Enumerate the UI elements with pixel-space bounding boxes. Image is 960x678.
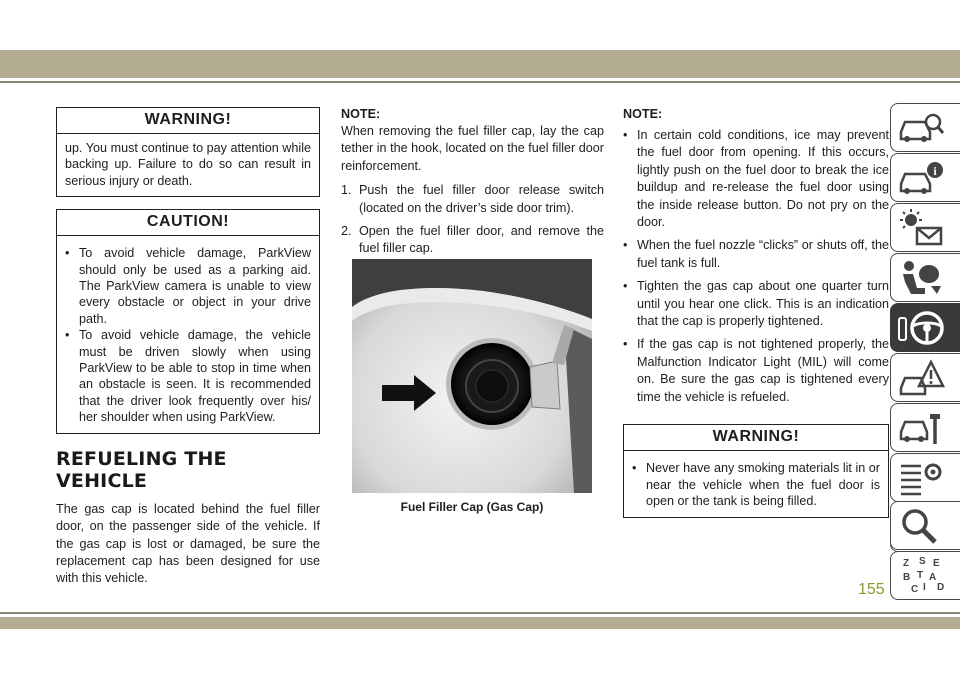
tab-car-search[interactable] (890, 103, 960, 152)
step-item (341, 182, 604, 217)
lights-mail-icon (897, 208, 945, 248)
caution-body (57, 236, 319, 432)
tab-car-wrench[interactable] (890, 403, 960, 452)
warning-item: • Never have any smoking materials lit in or near the vehicle when the fuel door is open or the tank is being filled. (632, 460, 880, 509)
warning-box (56, 107, 320, 197)
index-letter: D (937, 582, 945, 593)
tab-index[interactable] (890, 551, 960, 600)
warning-title: WARNING! (57, 108, 319, 134)
note-item: • If the gas cap is not tightened properly, the Malfunction Indicator Light (MIL) will come on. Be sure the gas cap is tightened every time the vehicle is refueled. (623, 336, 889, 406)
note-label: NOTE: (341, 107, 381, 121)
step-number: 1. (341, 183, 352, 198)
photo-caption: Fuel Filler Cap (Gas Cap) (400, 500, 544, 514)
fuel-filler-cap-photo (352, 259, 592, 493)
tab-lights-mail[interactable] (890, 203, 960, 252)
search-icon (897, 506, 945, 546)
caution-item: • To avoid vehicle damage, the vehicle must be driven slowly when using ParkView to be able to stop in time when an obstacle is seen. It is recommended that the driver look frequently over his/ her shoulder when using ParkView. (65, 327, 311, 425)
footer-rule (0, 612, 960, 614)
note-item: • When the fuel nozzle “clicks” or shuts off, the fuel tank is full. (623, 237, 889, 272)
airbag-person-icon (897, 258, 945, 298)
tab-car-info[interactable] (890, 153, 960, 202)
header-rule (0, 81, 960, 83)
index-letter: Z (903, 558, 910, 569)
note-label: NOTE: (623, 107, 663, 121)
index-letter: S (919, 556, 926, 567)
index-letter: A (929, 572, 937, 583)
steering-wheel-icon (897, 308, 945, 348)
note-item: • In certain cold conditions, ice may prevent the fuel door from opening. If this occurs, lightly push on the fuel door to break the ice buildup and re-release the fuel door using the inside release button. Do not pry on the door. (623, 127, 889, 231)
index-letter: E (933, 558, 940, 569)
warning-text: up. You must continue to pay attention while backing up. Failure to do so can result in serious injury or death. (65, 141, 311, 188)
index-letters-icon (897, 556, 945, 596)
car-wrench-icon (897, 408, 945, 448)
step-item (341, 223, 604, 258)
tab-search[interactable] (890, 501, 960, 550)
car-info-icon (897, 158, 945, 198)
left-column (56, 107, 320, 588)
index-letter: C (911, 584, 919, 595)
caution-box (56, 209, 320, 433)
header-band (0, 50, 960, 78)
page-number: 155 (858, 581, 885, 598)
warning-body (624, 451, 888, 517)
caution-item: • To avoid vehicle damage, ParkView should only be used as a parking aid. The ParkView camera is unable to view every obstacle or object in your drive path. (65, 245, 311, 327)
tab-specs-gear[interactable] (890, 453, 960, 502)
footer-band (0, 617, 960, 629)
note-text: When removing the fuel filler cap, lay the cap tether in the hook, located on the fuel filler door reinforcement. (341, 124, 604, 173)
section-heading: REFUELING THE VEHICLE (56, 447, 227, 492)
middle-column (341, 106, 604, 258)
svg-text:i: i (933, 164, 937, 178)
step-text: Push the fuel filler door release switch (located on the driver’s side door trim). (359, 183, 604, 215)
caution-title: CAUTION! (57, 210, 319, 236)
step-number: 2. (341, 224, 352, 239)
step-text: Open the fuel filler door, and remove the fuel filler cap. (359, 224, 604, 256)
right-column (623, 106, 889, 518)
warning-title: WARNING! (624, 425, 888, 451)
section-paragraph: The gas cap is located behind the fuel filler door, on the passenger side of the vehicle. If the gas cap is lost or damaged, be sure the replacement cap has been designed for use with this vehicle. (56, 501, 320, 586)
specs-gear-icon (897, 458, 945, 498)
hazard-car-icon (897, 358, 945, 398)
index-letter: B (903, 572, 911, 583)
tab-airbag-person[interactable] (890, 253, 960, 302)
index-letter: I (923, 582, 926, 593)
tab-steering-wheel[interactable] (890, 303, 960, 352)
index-letter: T (917, 570, 924, 581)
warning-box (623, 424, 889, 518)
tab-hazard-car[interactable] (890, 353, 960, 402)
note-item: • Tighten the gas cap about one quarter turn until you hear one click. This is an indication that the cap is properly tightened. (623, 278, 889, 330)
car-search-icon (897, 108, 945, 148)
